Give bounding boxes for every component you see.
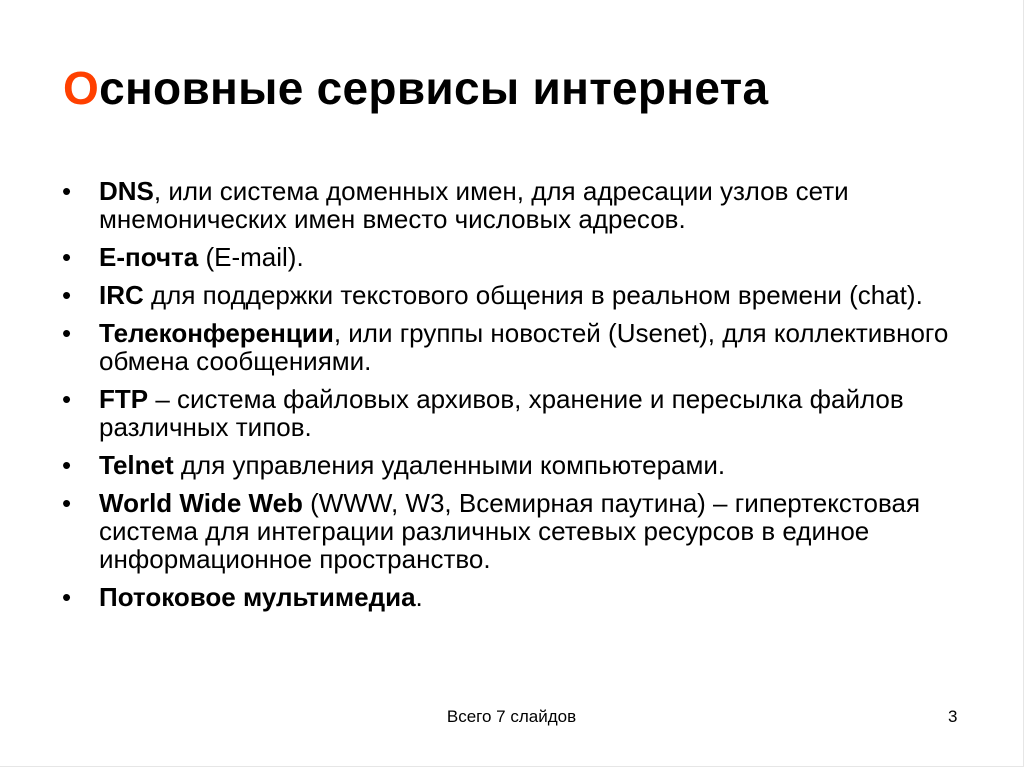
bullet-item xyxy=(62,319,962,375)
bullet-term: IRC xyxy=(99,280,144,310)
bullet-item xyxy=(62,489,962,573)
bullet-term: FTP xyxy=(99,384,149,414)
bullet-icon: • xyxy=(62,384,72,414)
bullet-term: Телеконференции xyxy=(99,318,334,348)
bullet-text: – система файловых архивов, хранение и пересылка файлов различных типов. xyxy=(99,384,904,442)
bullet-text: , или система доменных имен, для адресации узлов сети мнемонических имен вместо числовых адресов. xyxy=(99,176,849,234)
page-number: 3 xyxy=(948,707,958,726)
bullet-text: . xyxy=(415,582,423,612)
bullet-term: World Wide Web xyxy=(99,488,303,518)
bullet-icon: • xyxy=(62,488,72,518)
bullet-text: , или группы новостей (Usenet), для коллективного обмена сообщениями. xyxy=(99,318,949,376)
bullet-text: для управления удаленными компьютерами. xyxy=(173,450,726,480)
slide-count-footer: Всего 7 слайдов xyxy=(446,707,577,726)
bullet-icon: • xyxy=(62,242,72,272)
bullet-item xyxy=(62,281,962,309)
slide-title-first-letter: О xyxy=(63,62,100,114)
bullet-item xyxy=(62,451,962,479)
bullet-icon: • xyxy=(62,318,72,348)
bullet-term: Telnet xyxy=(99,450,174,480)
bullet-item xyxy=(62,385,962,441)
bullet-icon: • xyxy=(62,582,72,612)
bullet-icon: • xyxy=(62,176,72,206)
bullet-icon: • xyxy=(62,280,72,310)
bullet-text: (E-mail). xyxy=(198,242,304,272)
bullet-item xyxy=(62,177,962,233)
bullet-text: для поддержки текстового общения в реальном времени (chat). xyxy=(143,280,923,310)
bullet-text: (WWW, W3, Всемирная паутина) – гипертекстовая система для интеграции различных сетевых ресурсов в единое информационное пространство. xyxy=(99,488,921,574)
bullet-term: Потоковое мультимедиа xyxy=(99,582,416,612)
bullet-item xyxy=(62,243,962,271)
slide-title xyxy=(63,62,768,115)
bullet-term: E-почта xyxy=(99,242,199,272)
bullet-item xyxy=(62,583,962,611)
bullet-icon: • xyxy=(62,450,72,480)
bullet-list xyxy=(62,177,962,621)
slide-title-rest: сновные сервисы интернета xyxy=(99,62,769,114)
bullet-term: DNS xyxy=(99,176,154,206)
